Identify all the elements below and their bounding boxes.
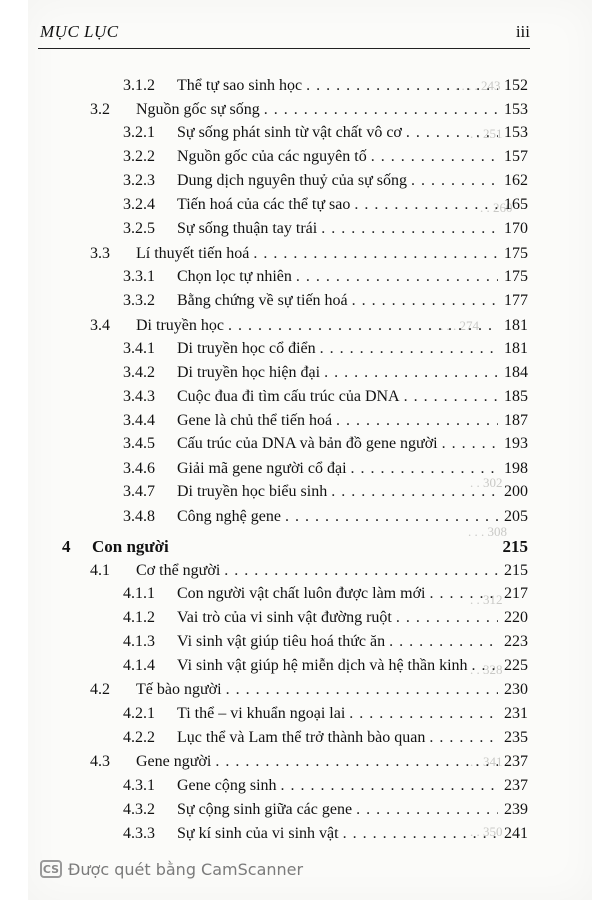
toc-leader-dots xyxy=(352,290,498,312)
toc-subsection-row xyxy=(123,338,528,360)
toc-page-number: 153 xyxy=(504,124,528,141)
toc-page-number: 162 xyxy=(504,172,528,189)
toc-entry-number: 4.1.3 xyxy=(123,633,155,650)
toc-entry-number: 3.4.7 xyxy=(123,483,155,500)
toc-page-number: 225 xyxy=(504,657,528,674)
toc-leader-dots xyxy=(389,631,498,653)
toc-entry-number: 4.3.1 xyxy=(123,777,155,794)
toc-page-number: 241 xyxy=(504,825,528,842)
toc-section-row xyxy=(90,99,528,121)
toc-subsection-row xyxy=(123,266,528,288)
toc-leader-dots xyxy=(429,583,498,605)
toc-leader-dots xyxy=(331,481,498,503)
toc-subsection-row xyxy=(123,583,528,605)
bleed-through-mark: . . . 308 xyxy=(468,524,507,539)
toc-leader-dots xyxy=(224,560,498,582)
toc-entry-number: 3.4 xyxy=(90,317,110,334)
toc-page-number: 231 xyxy=(504,705,528,722)
toc-entry-title: Nguồn gốc của các nguyên tố xyxy=(177,148,367,165)
toc-entry-number: 3.3.2 xyxy=(123,292,155,309)
toc-leader-dots xyxy=(296,266,498,288)
bleed-through-mark: . . 260 xyxy=(480,200,513,215)
toc-section-row xyxy=(90,315,528,337)
toc-page-number: 237 xyxy=(504,753,528,770)
toc-page-number: 239 xyxy=(504,801,528,818)
toc-page-number: 217 xyxy=(504,585,528,602)
toc-entry-number: 4.2.2 xyxy=(123,729,155,746)
toc-subsection-row xyxy=(123,122,528,144)
toc-entry-title: Di truyền học hiện đại xyxy=(177,364,321,381)
toc-section-row xyxy=(90,679,528,701)
toc-leader-dots xyxy=(396,607,498,629)
toc-entry-number: 4.3 xyxy=(90,753,110,770)
toc-leader-dots xyxy=(336,410,498,432)
toc-subsection-row xyxy=(123,799,528,821)
toc-entry-title: Chọn lọc tự nhiên xyxy=(177,268,292,285)
toc-leader-dots xyxy=(228,315,498,337)
toc-entry-number: 3.1.2 xyxy=(123,77,155,94)
toc-entry-title: Tiến hoá của các thể tự sao xyxy=(177,196,351,213)
toc-entry-title: Gene người xyxy=(136,753,212,770)
toc-leader-dots xyxy=(411,170,498,192)
toc-leader-dots xyxy=(253,243,498,265)
toc-leader-dots xyxy=(320,338,498,360)
toc-entry-number: 3.2.4 xyxy=(123,196,155,213)
toc-leader-dots xyxy=(354,194,498,216)
watermark-text: Được quét bằng CamScanner xyxy=(68,859,304,879)
toc-entry-number: 3.4.3 xyxy=(123,388,155,405)
toc-subsection-row xyxy=(123,386,528,408)
toc-entry-title: Sự cộng sinh giữa các gene xyxy=(177,801,353,818)
toc-page-number: 230 xyxy=(504,681,528,698)
toc-page-number: 181 xyxy=(504,317,528,334)
toc-entry-number: 4.3.2 xyxy=(123,801,155,818)
toc-subsection-row xyxy=(123,362,528,384)
toc-leader-dots xyxy=(215,751,498,773)
bleed-through-mark: . . . 274 xyxy=(440,318,479,333)
bleed-through-mark: . . 341 xyxy=(470,754,503,769)
toc-page-number: 165 xyxy=(504,196,528,213)
toc-subsection-row xyxy=(123,823,528,845)
toc-leader-dots xyxy=(406,122,498,144)
toc-leader-dots xyxy=(404,386,498,408)
toc-entry-title: Giải mã gene người cổ đại xyxy=(177,460,347,477)
toc-page-number: 187 xyxy=(504,412,528,429)
toc-page-number: 185 xyxy=(504,388,528,405)
toc-page-number: 181 xyxy=(504,340,528,357)
toc-entry-number: 4.1 xyxy=(90,562,110,579)
toc-entry-title: Con người vật chất luôn được làm mới xyxy=(177,585,426,602)
toc-subsection-row xyxy=(123,607,528,629)
toc-subsection-row xyxy=(123,433,528,455)
bleed-through-mark: . . 312 xyxy=(470,592,503,607)
toc-entry-title: Vi sinh vật giúp tiêu hoá thức ăn xyxy=(177,633,386,650)
camscanner-logo-icon: CS xyxy=(40,860,62,878)
toc-page-number: 237 xyxy=(504,777,528,794)
toc-entry-number: 3.4.6 xyxy=(123,460,155,477)
header-title: MỤC LỤC xyxy=(40,22,119,41)
toc-entry-number: 4.1.4 xyxy=(123,657,155,674)
toc-entry-title: Di truyền học xyxy=(136,317,224,334)
toc-leader-dots xyxy=(321,218,498,240)
toc-entry-number: 3.2 xyxy=(90,101,110,118)
toc-entry-title: Sự sống phát sinh từ vật chất vô cơ xyxy=(177,124,402,141)
toc-leader-dots xyxy=(324,362,498,384)
toc-entry-number: 3.4.1 xyxy=(123,340,155,357)
toc-leader-dots xyxy=(351,458,498,480)
toc-subsection-row xyxy=(123,703,528,725)
toc-page-number: 170 xyxy=(504,220,528,237)
toc-entry-number: 4.3.3 xyxy=(123,825,155,842)
toc-entry-title: Con người xyxy=(92,537,169,556)
toc-section-row xyxy=(90,243,528,265)
toc-entry-title: Sự sống thuận tay trái xyxy=(177,220,318,237)
toc-entry-number: 3.2.1 xyxy=(123,124,155,141)
toc-subsection-row xyxy=(123,170,528,192)
toc-entry-number: 4.1.2 xyxy=(123,609,155,626)
toc-entry-title: Di truyền học biểu sinh xyxy=(177,483,328,500)
toc-page-number: 235 xyxy=(504,729,528,746)
toc-entry-title: Gene cộng sinh xyxy=(177,777,277,794)
toc-entry-number: 3.2.5 xyxy=(123,220,155,237)
toc-subsection-row xyxy=(123,655,528,677)
toc-leader-dots xyxy=(226,679,498,701)
toc-leader-dots xyxy=(285,506,498,528)
toc-entry-title: Cấu trúc của DNA và bản đồ gene người xyxy=(177,435,438,452)
toc-page-number: 157 xyxy=(504,148,528,165)
bleed-through-mark: . . 251 xyxy=(470,126,503,141)
toc-entry-title: Lí thuyết tiến hoá xyxy=(136,245,250,262)
toc-leader-dots xyxy=(306,75,498,97)
toc-entry-number: 3.4.2 xyxy=(123,364,155,381)
toc-subsection-row xyxy=(123,410,528,432)
header-page-number: iii xyxy=(515,22,530,41)
toc-entry-title: Dung dịch nguyên thuỷ của sự sống xyxy=(177,172,407,189)
toc-page-number: 177 xyxy=(504,292,528,309)
toc-entry-number: 4.2.1 xyxy=(123,705,155,722)
toc-leader-dots xyxy=(264,99,498,121)
toc-subsection-row xyxy=(123,194,528,216)
toc-entry-title: Ti thể – vi khuẩn ngoại lai xyxy=(177,705,346,722)
toc-subsection-row xyxy=(123,631,528,653)
toc-entry-number: 3.3.1 xyxy=(123,268,155,285)
toc-subsection-row xyxy=(123,218,528,240)
toc-entry-title: Bằng chứng về sự tiến hoá xyxy=(177,292,348,309)
toc-leader-dots xyxy=(442,433,498,455)
toc-leader-dots xyxy=(349,703,498,725)
toc-leader-dots xyxy=(429,727,498,749)
toc-entry-title: Di truyền học cổ điển xyxy=(177,340,316,357)
toc-entry-number: 3.3 xyxy=(90,245,110,262)
bleed-through-mark: . . 350 xyxy=(470,824,503,839)
toc-entry-number: 3.4.8 xyxy=(123,508,155,525)
toc-entry-number: 4 xyxy=(62,537,71,556)
toc-page-number: 193 xyxy=(504,435,528,452)
toc-section-row xyxy=(90,560,528,582)
toc-entry-number: 3.2.2 xyxy=(123,148,155,165)
toc-entry-number: 3.4.4 xyxy=(123,412,155,429)
toc-page-number: 200 xyxy=(504,483,528,500)
toc-page-number: 223 xyxy=(504,633,528,650)
toc-page-number: 215 xyxy=(502,537,528,556)
bleed-through-mark: . . 328 xyxy=(470,662,503,677)
toc-entry-title: Gene là chủ thể tiến hoá xyxy=(177,412,333,429)
toc-page-number: 153 xyxy=(504,101,528,118)
toc-leader-dots xyxy=(343,823,498,845)
toc-section-row xyxy=(90,751,528,773)
toc-entry-number: 3.2.3 xyxy=(123,172,155,189)
toc-subsection-row xyxy=(123,727,528,749)
toc-leader-dots xyxy=(472,655,498,677)
toc-page-number: 152 xyxy=(504,77,528,94)
toc-subsection-row xyxy=(123,458,528,480)
toc-entry-title: Vai trò của vi sinh vật đường ruột xyxy=(177,609,392,626)
toc-subsection-row xyxy=(123,290,528,312)
toc-entry-number: 4.1.1 xyxy=(123,585,155,602)
toc-entry-title: Cuộc đua đi tìm cấu trúc của DNA xyxy=(177,388,400,405)
toc-page-number: 175 xyxy=(504,268,528,285)
toc-entry-title: Vi sinh vật giúp hệ miễn dịch và hệ thần kinh xyxy=(177,657,468,674)
toc-entry-number: 4.2 xyxy=(90,681,110,698)
toc-entry-title: Công nghệ gene xyxy=(177,508,281,525)
toc-entry-title: Cơ thể người xyxy=(136,562,221,579)
scanner-watermark xyxy=(40,858,303,880)
toc-subsection-row xyxy=(123,75,528,97)
bleed-through-mark: . . 302 xyxy=(470,475,503,490)
toc-leader-dots xyxy=(281,775,498,797)
toc-subsection-row xyxy=(123,775,528,797)
toc-page-number: 184 xyxy=(504,364,528,381)
toc-entry-title: Thể tự sao sinh học xyxy=(177,77,303,94)
toc-entry-title: Nguồn gốc sự sống xyxy=(136,101,260,118)
toc-entry-number: 3.4.5 xyxy=(123,435,155,452)
toc-subsection-row xyxy=(123,506,528,528)
toc-page-number: 205 xyxy=(504,508,528,525)
bleed-through-mark: . . . . 243 xyxy=(455,78,501,93)
toc-page-number: 175 xyxy=(504,245,528,262)
toc-entry-title: Sự kí sinh của vi sinh vật xyxy=(177,825,339,842)
toc-subsection-row xyxy=(123,146,528,168)
toc-page-number: 198 xyxy=(504,460,528,477)
toc-page-number: 215 xyxy=(504,562,528,579)
toc-chapter-row xyxy=(62,536,528,558)
toc-subsection-row xyxy=(123,481,528,503)
toc-leader-dots xyxy=(371,146,498,168)
toc-leader-dots xyxy=(356,799,498,821)
toc-entry-title: Tế bào người xyxy=(136,681,222,698)
toc-entry-title: Lục thể và Lam thể trở thành bào quan xyxy=(177,729,426,746)
toc-page-number: 220 xyxy=(504,609,528,626)
